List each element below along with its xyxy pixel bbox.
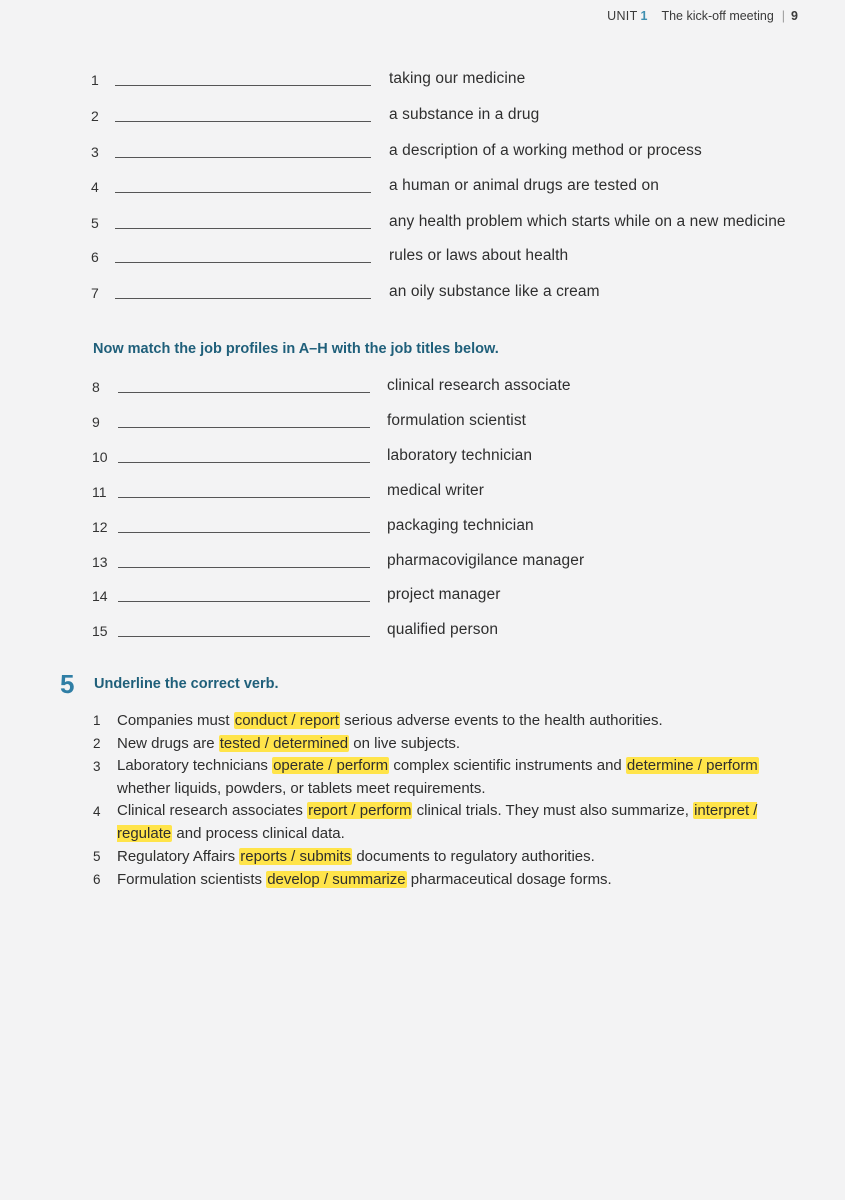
row-definition: qualified person [387, 621, 499, 638]
row-definition: a human or animal drugs are tested on [389, 177, 659, 194]
answer-blank[interactable] [118, 497, 370, 498]
text-after: serious adverse events to the health authorities. [339, 712, 663, 729]
row-definition: rules or laws about health [389, 247, 569, 264]
row-definition: taking our medicine [389, 70, 526, 87]
page-number: 9 [791, 9, 798, 23]
row-number: 15 [92, 623, 108, 639]
verb-choice-highlight[interactable]: reports / submits [240, 848, 352, 865]
answer-blank[interactable] [118, 601, 370, 602]
item-text [117, 800, 813, 845]
part-b-instruction: Now match the job profiles in A–H with the job titles below. [93, 341, 499, 357]
answer-blank[interactable] [118, 427, 370, 428]
verb-choice-highlight[interactable]: report / perform [308, 802, 412, 819]
row-number: 2 [91, 108, 99, 124]
item-text [117, 709, 813, 732]
row-number: 4 [91, 179, 99, 195]
row-definition: a substance in a drug [389, 106, 540, 123]
item-number: 2 [93, 736, 101, 751]
item-number: 4 [93, 804, 101, 819]
answer-blank[interactable] [115, 121, 371, 122]
answer-blank[interactable] [115, 157, 371, 158]
row-number: 8 [92, 379, 100, 395]
verb-choice-highlight[interactable]: interpret / regulate [117, 802, 758, 842]
exercise-instruction: Underline the correct verb. [94, 676, 279, 692]
text-before: Companies must [117, 712, 234, 729]
item-text [117, 868, 813, 891]
answer-blank[interactable] [118, 532, 370, 533]
verb-choice-highlight[interactable]: tested / determined [219, 735, 349, 752]
item-text [117, 845, 813, 868]
text-after: on live subjects. [349, 735, 461, 752]
text-middle: complex scientific instruments and [389, 757, 626, 774]
text-after: documents to regulatory authorities. [352, 848, 595, 865]
verb-choice-highlight[interactable]: determine / perform [626, 757, 758, 774]
exercise-item [93, 800, 813, 845]
row-number: 10 [92, 449, 108, 465]
answer-blank[interactable] [118, 636, 370, 637]
answer-blank[interactable] [115, 192, 371, 193]
row-definition: pharmacovigilance manager [387, 552, 585, 569]
text-after: and process clinical data. [172, 824, 345, 842]
answer-blank[interactable] [115, 228, 371, 229]
item-number: 3 [93, 759, 101, 774]
exercise-item [93, 868, 813, 891]
text-middle: clinical trials. They must also summarize, [412, 802, 694, 819]
unit-title: The kick-off meeting [661, 9, 774, 23]
text-before: New drugs are [117, 735, 219, 752]
item-text [117, 755, 813, 800]
unit-label: UNIT [607, 9, 638, 23]
text-before: Clinical research associates [117, 802, 308, 819]
row-number: 5 [91, 215, 99, 231]
row-definition: an oily substance like a cream [389, 283, 600, 300]
row-definition: laboratory technician [387, 447, 533, 464]
row-definition: project manager [387, 586, 501, 603]
answer-blank[interactable] [118, 567, 370, 568]
exercise-list [93, 709, 813, 891]
row-definition: formulation scientist [387, 412, 527, 429]
row-number: 14 [92, 588, 108, 604]
row-definition: any health problem which starts while on a new medicine [389, 213, 786, 230]
row-number: 13 [92, 554, 108, 570]
row-definition: clinical research associate [387, 377, 571, 394]
exercise-item [93, 709, 813, 732]
text-after: whether liquids, powders, or tablets meet requirements. [117, 779, 486, 797]
answer-blank[interactable] [115, 298, 371, 299]
row-number: 11 [92, 484, 107, 500]
exercise-number: 5 [60, 669, 75, 699]
row-number: 7 [91, 285, 99, 301]
text-before: Laboratory technicians [117, 757, 273, 774]
row-number: 9 [92, 414, 100, 430]
row-number: 1 [91, 72, 99, 88]
row-definition: medical writer [387, 482, 485, 499]
exercise-item [93, 845, 813, 868]
item-number: 5 [93, 849, 101, 864]
page-header [607, 9, 798, 23]
item-number: 6 [93, 872, 101, 887]
header-separator: | [781, 9, 786, 23]
text-after: pharmaceutical dosage forms. [406, 871, 612, 888]
unit-number: 1 [640, 9, 648, 23]
verb-choice-highlight[interactable]: develop / summarize [267, 871, 406, 888]
item-number: 1 [93, 713, 101, 728]
row-number: 12 [92, 519, 108, 535]
answer-blank[interactable] [118, 462, 370, 463]
verb-choice-highlight[interactable]: conduct / report [234, 712, 339, 729]
exercise-item [93, 732, 813, 755]
verb-choice-highlight[interactable]: operate / perform [273, 757, 389, 774]
text-before: Formulation scientists [117, 871, 267, 888]
item-text [117, 732, 813, 755]
text-before: Regulatory Affairs [117, 848, 240, 865]
answer-blank[interactable] [115, 262, 371, 263]
row-definition: a description of a working method or process [389, 142, 702, 159]
row-number: 6 [91, 249, 99, 265]
row-definition: packaging technician [387, 517, 534, 534]
row-number: 3 [91, 144, 99, 160]
answer-blank[interactable] [118, 392, 370, 393]
answer-blank[interactable] [115, 85, 371, 86]
exercise-item [93, 755, 813, 800]
